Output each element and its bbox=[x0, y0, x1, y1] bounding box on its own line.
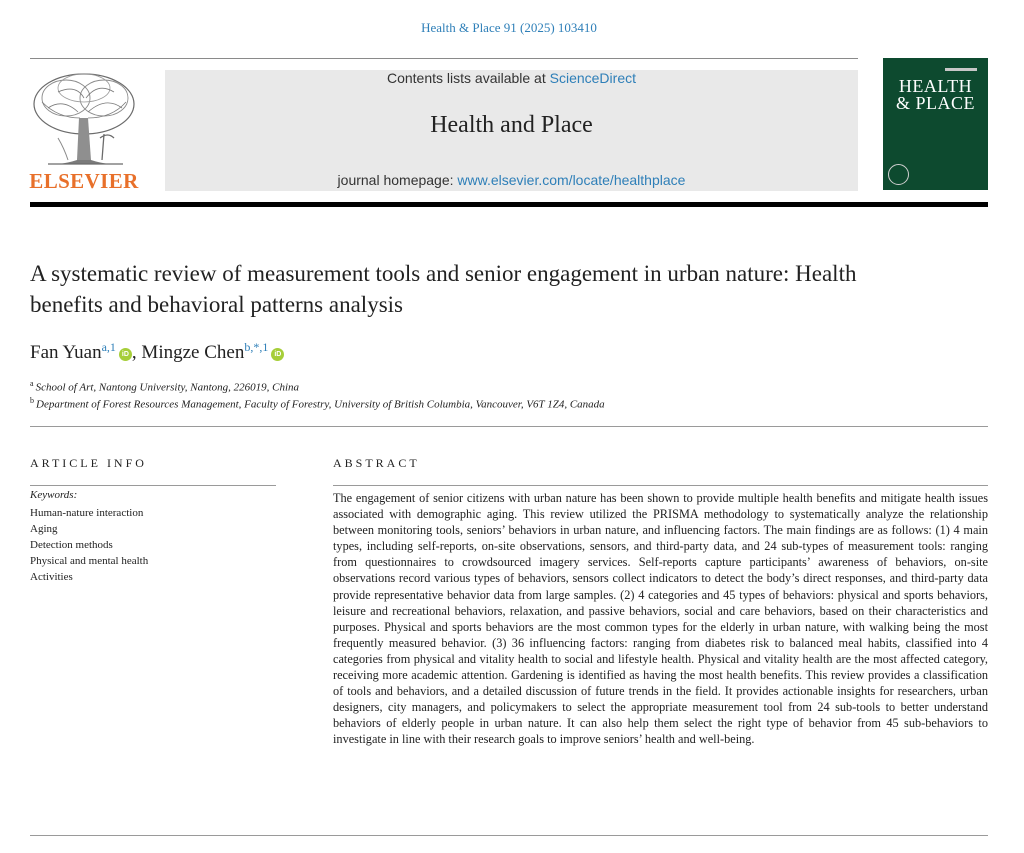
author-separator: , bbox=[131, 342, 142, 363]
sciencedirect-link[interactable]: ScienceDirect bbox=[549, 70, 636, 86]
keywords-list bbox=[30, 505, 148, 585]
author-affiliation-marker[interactable]: b,*,1 bbox=[244, 340, 269, 354]
contents-line bbox=[165, 70, 858, 86]
affiliation bbox=[30, 379, 299, 394]
cover-decoration bbox=[945, 68, 977, 71]
elsevier-logo[interactable] bbox=[28, 68, 140, 192]
cover-title-line2: & PLACE bbox=[895, 93, 975, 113]
abstract-heading: ABSTRACT bbox=[333, 456, 420, 470]
contents-prefix: Contents lists available at bbox=[386, 70, 550, 86]
article-info-divider bbox=[30, 485, 276, 486]
journal-cover[interactable] bbox=[883, 58, 988, 190]
keyword-item: Activities bbox=[30, 571, 73, 583]
homepage-line bbox=[165, 172, 858, 188]
journal-masthead bbox=[165, 70, 858, 191]
bottom-divider bbox=[30, 835, 988, 836]
cover-badge-icon bbox=[888, 164, 909, 185]
affiliation-text: Department of Forest Resources Management, Faculty of Forestry, University of British Columbia, Vancouver, V6T 1Z4, Canada bbox=[36, 398, 605, 411]
author-name[interactable]: Mingze Chen bbox=[141, 342, 245, 363]
affiliation-text: School of Art, Nantong University, Nantong, 226019, China bbox=[35, 381, 300, 394]
abstract-divider bbox=[333, 485, 988, 486]
keyword-item: Aging bbox=[30, 523, 58, 535]
affiliation bbox=[30, 396, 605, 411]
keyword-item: Physical and mental health bbox=[30, 555, 149, 567]
article-title: A systematic review of measurement tools and senior engagement in urban nature: Health benefits and behavioral patterns analysis bbox=[30, 261, 857, 317]
keyword-item: Detection methods bbox=[30, 539, 113, 551]
abstract-text: The engagement of senior citizens with urban nature has been shown to provide multiple health benefits and mitigate health issues associated with demographic aging. This review utilized the PRISMA methodology to systematically analyze the relationship between monitoring tools, seniors’ behaviors in urban nature, and influencing factors. The main findings are as follows: (1) 4 main types, including self-reports, on-site observations, sensors, and third-party data, and 24 sub-types of measurement tools: ranging from questionnaires to crowdsourced imagery services. Self-reports capture participants’ awareness of behaviors, on-site observations record various types of behaviors, sensors collect indicators to detect the body’s direct responses, and third-party data provide representative behavior data from large samples. (2) 4 categories and 45 types of behaviors: physical and sports behaviors, leisure and recreational behaviors, relaxation, and passive behaviors, social and care behaviors, based on their characteristics and purposes. Physical and sports behaviors are the most common types for the elderly in urban nature, with walking being the most frequently measured behavior. (3) 36 influencing factors: ranging from diabetes risk to balanced meal habits, classified into 4 categories from physical and vitality health to social and lifestyle health. Physical and vitality health are the most affected category, receiving more academic attention. Gardening is identified as having the most health benefits. This review provides a classification of tools and behaviors, and a detailed discussion of future trends in the field. It provides actionable insights for researchers, urban designers, city managers, and policymakers to select the appropriate measurement tool from 24 sub-tools to better understand behaviors of elderly people in urban nature. It can also help them select the right type of behavior from 45 sub-behaviors to investigate in line with their research goals to improve seniors’ health and well-being. bbox=[333, 491, 988, 747]
journal-homepage-link[interactable]: www.elsevier.com/locate/healthplace bbox=[457, 172, 686, 188]
homepage-prefix: journal homepage: bbox=[337, 172, 458, 188]
orcid-icon[interactable]: iD bbox=[271, 348, 284, 361]
author-list bbox=[30, 340, 284, 364]
journal-name: Health and Place bbox=[430, 112, 593, 138]
elsevier-wordmark: ELSEVIER bbox=[29, 169, 139, 193]
cover-title bbox=[887, 78, 984, 112]
top-divider bbox=[30, 58, 858, 59]
cover-title-line1: HEALTH bbox=[898, 76, 973, 96]
orcid-icon[interactable]: iD bbox=[119, 348, 132, 361]
affiliation-divider bbox=[30, 426, 988, 427]
article-info-heading: ARTICLE INFO bbox=[30, 456, 147, 470]
author-affiliation-marker[interactable]: a,1 bbox=[101, 340, 116, 354]
author-name[interactable]: Fan Yuan bbox=[30, 342, 102, 363]
keyword-item: Human-nature interaction bbox=[30, 507, 144, 519]
journal-reference-link[interactable]: Health & Place 91 (2025) 103410 bbox=[421, 20, 597, 35]
elsevier-tree-icon bbox=[28, 68, 140, 168]
affiliation-marker: b bbox=[30, 396, 34, 405]
header-thick-divider bbox=[30, 202, 988, 207]
affiliation-marker: a bbox=[30, 379, 34, 388]
keywords-label: Keywords: bbox=[30, 489, 78, 501]
